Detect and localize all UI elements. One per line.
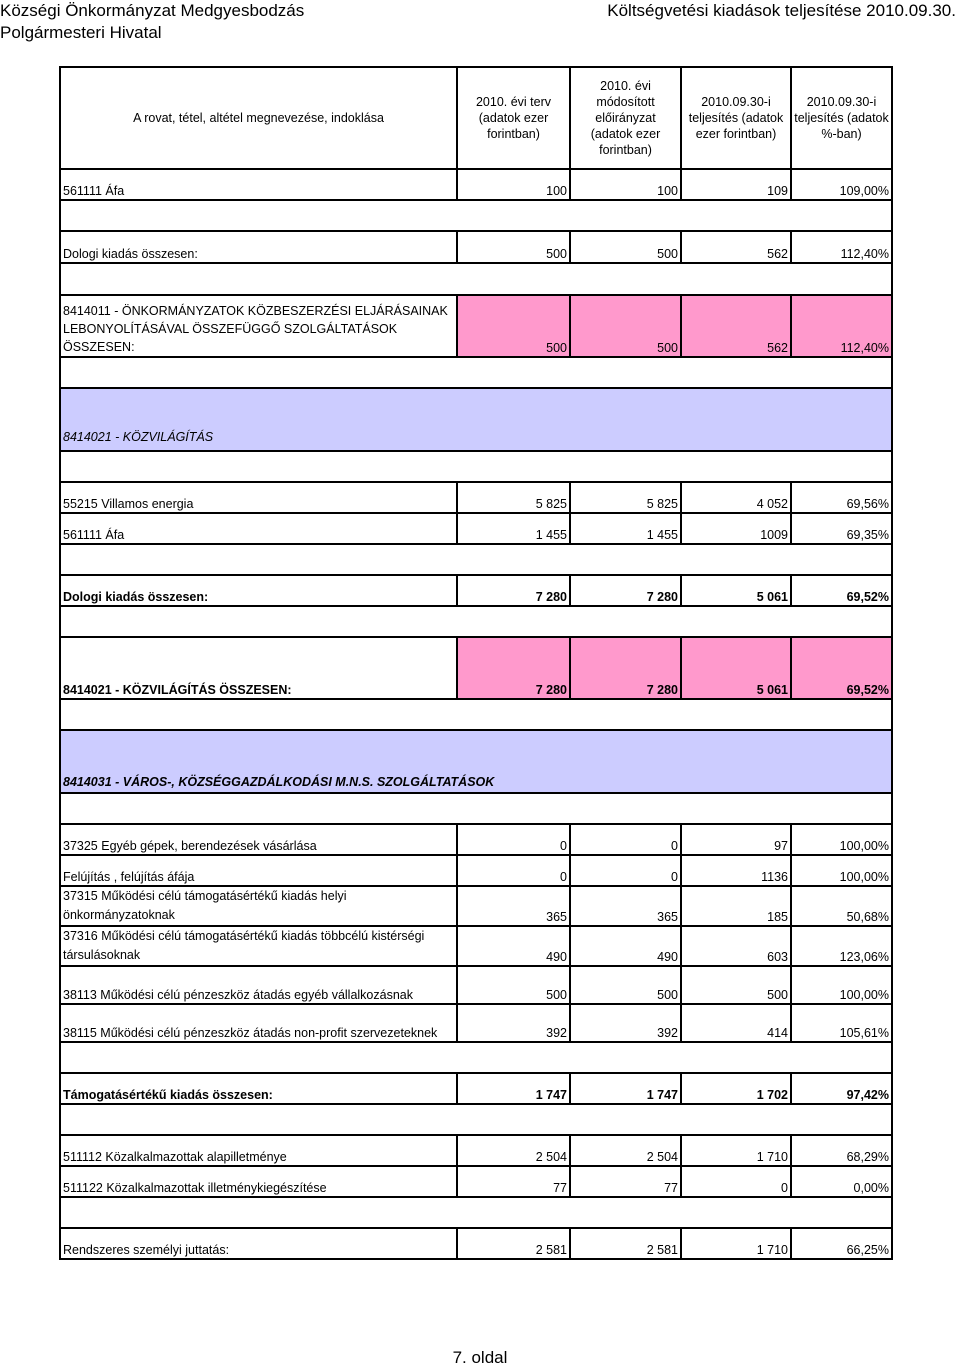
- table-row: Dologi kiadás összesen: 7 280 7 280 5 061 69,52%: [60, 575, 892, 606]
- spacer-row: [60, 793, 892, 824]
- spacer-row: [60, 200, 892, 231]
- table-row: Támogatásértékű kiadás összesen: 1 747 1 747 1 702 97,42%: [60, 1073, 892, 1104]
- table-row: 38113 Működési célú pénzeszköz átadás egyéb vállalkozásnak 500 500 500 100,00%: [60, 966, 892, 1004]
- section-heading-row: 8414021 - KÖZVILÁGÍTÁS: [60, 388, 892, 451]
- table-row: 511112 Közalkalmazottak alapilletménye 2 504 2 504 1 710 68,29%: [60, 1135, 892, 1166]
- column-header-percent: 2010.09.30-i teljesítés (adatok %-ban): [791, 67, 892, 169]
- spacer-row: [60, 699, 892, 730]
- table-row: 38115 Működési célú pénzeszköz átadás non-profit szervezeteknek 392 392 414 105,61%: [60, 1004, 892, 1042]
- table-row: 55215 Villamos energia 5 825 5 825 4 052 69,56%: [60, 482, 892, 513]
- column-header-name: A rovat, tétel, altétel megnevezése, indoklása: [60, 67, 457, 169]
- spacer-row: [60, 263, 892, 295]
- column-header-plan: 2010. évi terv (adatok ezer forintban): [457, 67, 570, 169]
- office-name: Polgármesteri Hivatal: [0, 23, 162, 42]
- spacer-row: [60, 1042, 892, 1073]
- table-header-row: [60, 67, 892, 169]
- table-row: 37315 Működési célú támogatásértékű kiadás helyi önkormányzatoknak 365 365 185 50,68%: [60, 886, 892, 926]
- table-row: Dologi kiadás összesen: 500 500 562 112,40%: [60, 231, 892, 263]
- spacer-row: [60, 451, 892, 482]
- section-total-row: 8414011 - ÖNKORMÁNYZATOK KÖZBESZERZÉSI ELJÁRÁSAINAK LEBONYOLÍTÁSÁVAL ÖSSZEFÜGGŐ SZOLGÁLTATÁSOK ÖSSZESEN: 500 500 562 112,40%: [60, 295, 892, 357]
- document-title: Költségvetési kiadások teljesítése 2010.09.30.: [607, 1, 956, 20]
- table-row: 511122 Közalkalmazottak illetménykiegészítése 77 77 0 0,00%: [60, 1166, 892, 1197]
- spacer-row: [60, 606, 892, 637]
- spacer-row: [60, 1197, 892, 1228]
- page-number: 7. oldal: [452, 1348, 508, 1367]
- organization-name: Községi Önkormányzat Medgyesbodzás: [0, 1, 305, 20]
- column-header-modified: 2010. évi módosított előirányzat (adatok ezer forintban): [570, 67, 681, 169]
- table-row: Rendszeres személyi juttatás: 2 581 2 581 1 710 66,25%: [60, 1228, 892, 1259]
- table-row: 37316 Működési célú támogatásértékű kiadás többcélú kistérségi társulásoknak 490 490 603 123,06%: [60, 926, 892, 966]
- table-row: Felújítás , felújítás áfája 0 0 1136 100,00%: [60, 855, 892, 886]
- table-row: 561111 Áfa 100 100 109 109,00%: [60, 169, 892, 200]
- section-heading-row: 8414031 - VÁROS-, KÖZSÉGGAZDÁLKODÁSI M.N.S. SZOLGÁLTATÁSOK: [60, 730, 892, 793]
- column-header-actual: 2010.09.30-i teljesítés (adatok ezer forintban): [681, 67, 791, 169]
- table-row: 37325 Egyéb gépek, berendezések vásárlása 0 0 97 100,00%: [60, 824, 892, 855]
- budget-table: [59, 66, 893, 1260]
- spacer-row: [60, 357, 892, 388]
- section-total-row: 8414021 - KÖZVILÁGÍTÁS ÖSSZESEN: 7 280 7 280 5 061 69,52%: [60, 637, 892, 699]
- spacer-row: [60, 544, 892, 575]
- table-row: 561111 Áfa 1 455 1 455 1009 69,35%: [60, 513, 892, 544]
- spacer-row: [60, 1104, 892, 1135]
